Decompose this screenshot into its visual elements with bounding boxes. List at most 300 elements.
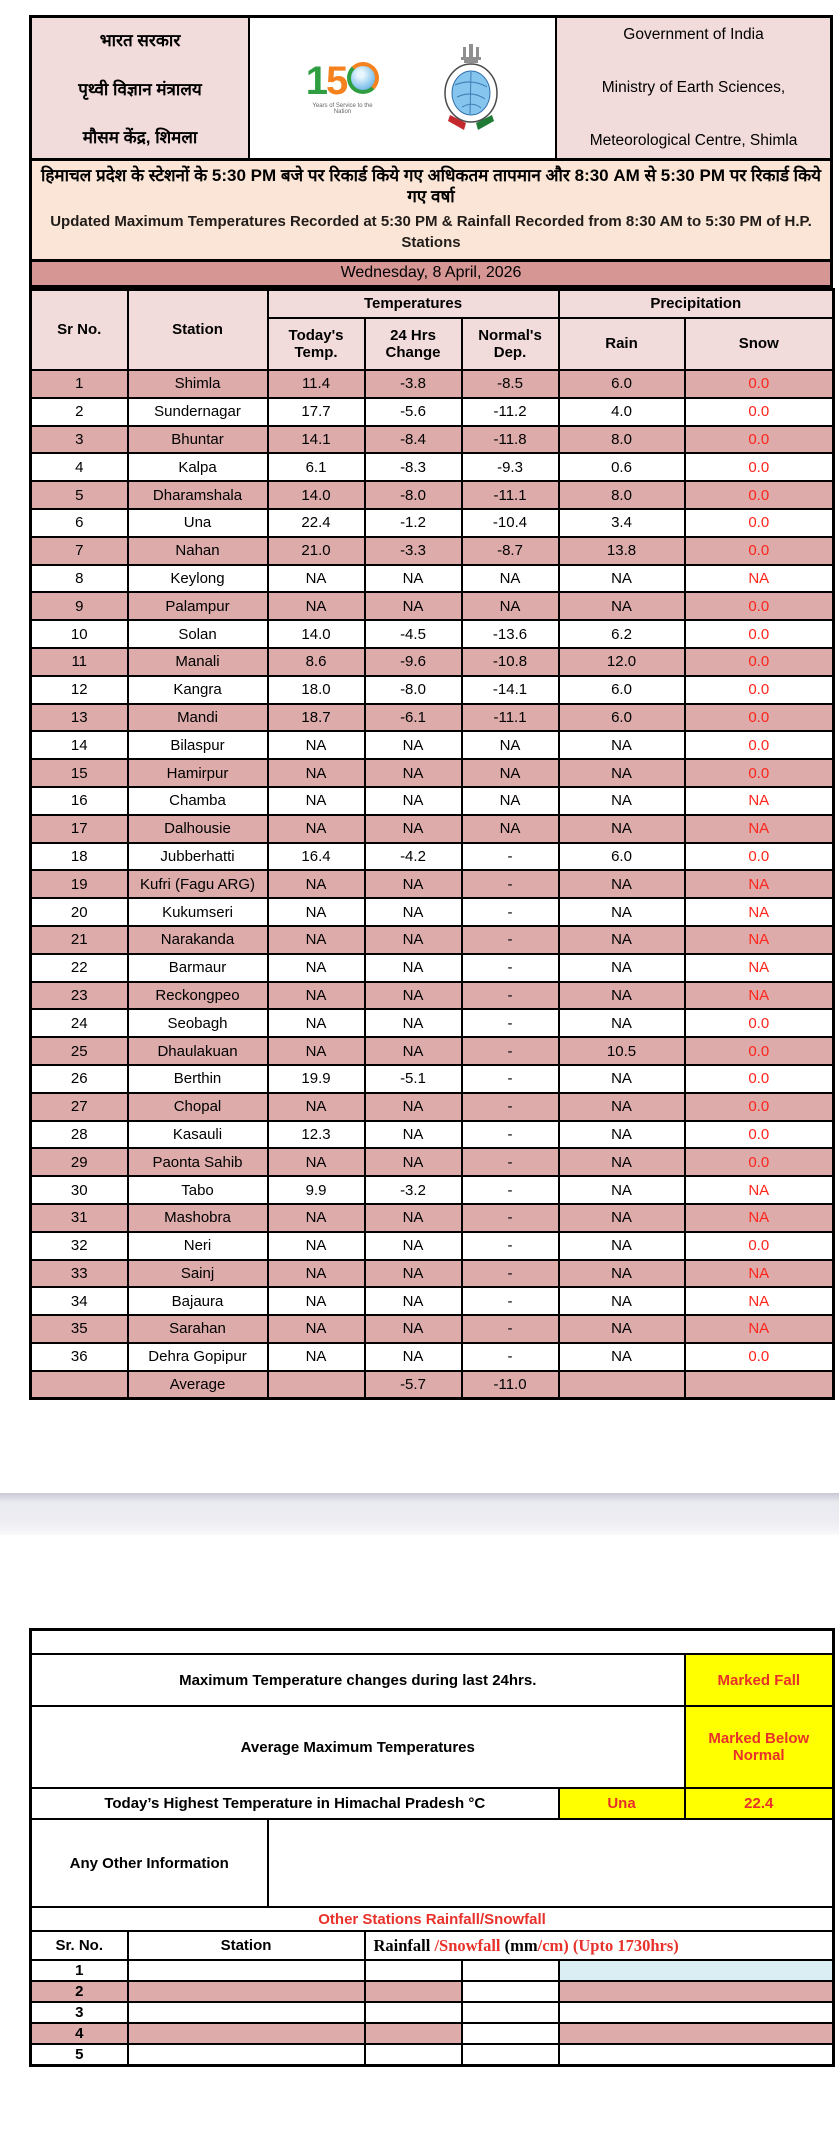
imd-emblem-icon [440, 43, 502, 133]
cell-normals-dep: - [462, 898, 559, 926]
cell-sr-no: 15 [31, 759, 128, 787]
cell-sr-no: 24 [31, 1009, 128, 1037]
summary-table [29, 1628, 835, 2067]
other-col-sr-no: Sr. No. [31, 1931, 128, 1960]
cell-normals-dep: NA [462, 731, 559, 759]
cell-rainfall-3 [559, 1981, 834, 2002]
cell-sr-no: 28 [31, 1121, 128, 1149]
col-group-temperatures: Temperatures [268, 290, 559, 319]
cell-sr-no: 2 [31, 398, 128, 426]
cell-normals-dep: -11.0 [462, 1371, 559, 1399]
org-english-line-3: Meteorological Centre, Shimla [589, 132, 798, 149]
cell-snow: 0.0 [685, 1148, 834, 1176]
cell-24hrs-change: -3.8 [365, 370, 462, 398]
other-station-row [31, 1981, 834, 2002]
cell-sr-no: 1 [31, 1960, 128, 1981]
cell-rain: NA [559, 592, 685, 620]
cell-24hrs-change: NA [365, 592, 462, 620]
cell-snow: NA [685, 1176, 834, 1204]
cell-todays-temp: NA [268, 982, 365, 1010]
cell-normals-dep: NA [462, 592, 559, 620]
cell-rain: NA [559, 898, 685, 926]
cell-24hrs-change: -9.6 [365, 648, 462, 676]
cell-24hrs-change: NA [365, 1093, 462, 1121]
cell-station: Mandi [128, 704, 268, 732]
cell-station: Keylong [128, 565, 268, 593]
stations-table-body [31, 370, 834, 1399]
any-other-info-value [268, 1819, 834, 1907]
cell-station [128, 2002, 365, 2023]
org-hindi-line-3: मौसम केंद्र, शिमला [82, 128, 198, 147]
cell-snow: NA [685, 1315, 834, 1343]
report-title-english: Updated Maximum Temperatures Recorded at 5:30 PM & Rainfall Recorded from 8:30 AM to 5:30 PM of H.P. Stations [50, 212, 812, 252]
cell-rain: NA [559, 1260, 685, 1288]
cell-rain: NA [559, 870, 685, 898]
cell-station: Jubberhatti [128, 843, 268, 871]
station-row [31, 1093, 834, 1121]
summary-table-body [31, 1630, 834, 1961]
cell-station: Chopal [128, 1093, 268, 1121]
org-hindi-line-1: भारत सरकार [99, 31, 181, 50]
station-row [31, 1343, 834, 1371]
cell-normals-dep: - [462, 1065, 559, 1093]
cell-sr-no: 35 [31, 1315, 128, 1343]
station-row [31, 843, 834, 871]
cell-station: Bilaspur [128, 731, 268, 759]
cell-snow: NA [685, 565, 834, 593]
cell-station: Paonta Sahib [128, 1148, 268, 1176]
cell-sr-no: 4 [31, 2023, 128, 2044]
cell-todays-temp: 9.9 [268, 1176, 365, 1204]
cell-todays-temp: 22.4 [268, 509, 365, 537]
cell-sr-no: 16 [31, 787, 128, 815]
report-title-hindi: हिमाचल प्रदेश के स्टेशनों के 5:30 PM बजे पर रिकार्ड किये गए अधिकतम तापमान और 8:30 AM से 5:30 PM पर रिकार्ड किये गए वर्षा [40, 166, 821, 207]
cell-todays-temp: 12.3 [268, 1121, 365, 1149]
cell-24hrs-change: NA [365, 870, 462, 898]
cell-normals-dep: - [462, 1037, 559, 1065]
cell-todays-temp: NA [268, 1343, 365, 1371]
cell-sr-no: 33 [31, 1260, 128, 1288]
stations-table-header [31, 290, 834, 371]
cell-sr-no: 3 [31, 426, 128, 454]
cell-24hrs-change: NA [365, 731, 462, 759]
cell-24hrs-change: NA [365, 1204, 462, 1232]
cell-sr-no: 17 [31, 815, 128, 843]
summary-block [29, 1628, 833, 2067]
cell-station: Neri [128, 1232, 268, 1260]
cell-normals-dep: - [462, 982, 559, 1010]
cell-todays-temp: NA [268, 1232, 365, 1260]
other-col-rainfall-snowfall [365, 1931, 834, 1960]
cell-station: Kalpa [128, 453, 268, 481]
station-row [31, 1287, 834, 1315]
cell-station: Shimla [128, 370, 268, 398]
cell-24hrs-change: -3.3 [365, 537, 462, 565]
report-main-block [29, 15, 833, 1400]
other-station-row [31, 2002, 834, 2023]
cell-normals-dep: - [462, 1287, 559, 1315]
average-row [31, 1371, 834, 1399]
cell-24hrs-change: NA [365, 954, 462, 982]
cell-station: Sainj [128, 1260, 268, 1288]
cell-rain: 6.0 [559, 704, 685, 732]
cell-normals-dep: - [462, 1148, 559, 1176]
cell-todays-temp: NA [268, 759, 365, 787]
cell-rain: NA [559, 1009, 685, 1037]
org-english-line-2: Ministry of Earth Sciences, [601, 79, 786, 96]
cell-sr-no: 9 [31, 592, 128, 620]
cell-24hrs-change: -5.1 [365, 1065, 462, 1093]
cell-sr-no: 6 [31, 509, 128, 537]
cell-normals-dep: -11.8 [462, 426, 559, 454]
station-row [31, 1204, 834, 1232]
any-other-info-label: Any Other Information [31, 1819, 268, 1907]
station-row [31, 592, 834, 620]
station-row [31, 1037, 834, 1065]
cell-normals-dep: - [462, 843, 559, 871]
station-row [31, 1009, 834, 1037]
cell-station: Mashobra [128, 1204, 268, 1232]
cell-station: Kukumseri [128, 898, 268, 926]
other-stations-title: Other Stations Rainfall/Snowfall [31, 1907, 834, 1931]
cell-sr-no: 26 [31, 1065, 128, 1093]
avg-max-temp-value: Marked Below Normal [685, 1706, 834, 1788]
col-group-precipitation: Precipitation [559, 290, 834, 319]
cell-rain [559, 1371, 685, 1399]
cell-sr-no: 31 [31, 1204, 128, 1232]
logo-150-subtitle: Years of Service to the Nation [312, 103, 373, 115]
cell-normals-dep: - [462, 1315, 559, 1343]
max-temp-change-label: Maximum Temperature changes during last 24hrs. [31, 1654, 685, 1706]
cell-rain: NA [559, 982, 685, 1010]
cell-rainfall-2 [462, 1981, 559, 2002]
cell-todays-temp: NA [268, 731, 365, 759]
cell-normals-dep: -8.5 [462, 370, 559, 398]
cell-rain: 0.6 [559, 453, 685, 481]
cell-todays-temp: 19.9 [268, 1065, 365, 1093]
cell-snow: 0.0 [685, 509, 834, 537]
station-row [31, 898, 834, 926]
cell-rainfall-2 [462, 2023, 559, 2044]
cell-snow: 0.0 [685, 1093, 834, 1121]
cell-todays-temp: NA [268, 815, 365, 843]
station-row [31, 1065, 834, 1093]
cell-sr-no: 2 [31, 1981, 128, 2002]
station-row [31, 870, 834, 898]
station-row [31, 815, 834, 843]
cell-snow: NA [685, 815, 834, 843]
cell-sr-no: 21 [31, 926, 128, 954]
cell-24hrs-change: -6.1 [365, 704, 462, 732]
station-row [31, 759, 834, 787]
cell-snow: 0.0 [685, 1065, 834, 1093]
cell-snow: 0.0 [685, 843, 834, 871]
station-row [31, 1260, 834, 1288]
cell-snow: 0.0 [685, 759, 834, 787]
cell-station: Bhuntar [128, 426, 268, 454]
col-header-station: Station [128, 290, 268, 371]
org-english-line-1: Government of India [623, 26, 764, 43]
cell-sr-no: 5 [31, 2044, 128, 2066]
cell-snow [685, 1371, 834, 1399]
cell-rainfall-2 [462, 2044, 559, 2066]
rainfall-header-part: (mm [500, 1935, 538, 1955]
cell-station: Hamirpur [128, 759, 268, 787]
other-station-row [31, 1960, 834, 1981]
cell-station: Manali [128, 648, 268, 676]
cell-snow: NA [685, 898, 834, 926]
cell-todays-temp: 14.0 [268, 620, 365, 648]
cell-station: Berthin [128, 1065, 268, 1093]
highest-temp-value: 22.4 [685, 1788, 834, 1819]
cell-snow: 0.0 [685, 592, 834, 620]
cell-station: Nahan [128, 537, 268, 565]
col-header-snow: Snow [685, 318, 834, 370]
cell-normals-dep: - [462, 1093, 559, 1121]
cell-normals-dep: -9.3 [462, 453, 559, 481]
cell-todays-temp: NA [268, 1093, 365, 1121]
cell-rainfall-1 [365, 1960, 462, 1981]
station-row [31, 1148, 834, 1176]
rainfall-header-part: /Snowfall [434, 1935, 501, 1955]
cell-normals-dep: NA [462, 565, 559, 593]
cell-station: Sarahan [128, 1315, 268, 1343]
cell-normals-dep: - [462, 1343, 559, 1371]
cell-sr-no: 13 [31, 704, 128, 732]
cell-24hrs-change: NA [365, 898, 462, 926]
station-row [31, 426, 834, 454]
cell-24hrs-change: NA [365, 565, 462, 593]
cell-normals-dep: -11.2 [462, 398, 559, 426]
cell-rain: 6.0 [559, 370, 685, 398]
cell-normals-dep: - [462, 954, 559, 982]
cell-station: Solan [128, 620, 268, 648]
empty-row-cell [31, 1630, 834, 1655]
cell-sr-no: 3 [31, 2002, 128, 2023]
cell-snow: 0.0 [685, 676, 834, 704]
cell-24hrs-change: -5.6 [365, 398, 462, 426]
cell-24hrs-change: NA [365, 926, 462, 954]
cell-todays-temp: NA [268, 1260, 365, 1288]
cell-24hrs-change: NA [365, 1315, 462, 1343]
report-date-bar: Wednesday, 8 April, 2026 [29, 262, 833, 288]
cell-sr-no: 7 [31, 537, 128, 565]
station-row [31, 370, 834, 398]
cell-rain: NA [559, 926, 685, 954]
cell-station: Una [128, 509, 268, 537]
cell-station: Sundernagar [128, 398, 268, 426]
highest-temp-label: Today’s Highest Temperature in Himachal Pradesh °C [31, 1788, 559, 1819]
cell-snow: 0.0 [685, 453, 834, 481]
cell-station: Narakanda [128, 926, 268, 954]
cell-normals-dep: - [462, 1232, 559, 1260]
cell-snow: 0.0 [685, 1343, 834, 1371]
cell-normals-dep: -13.6 [462, 620, 559, 648]
cell-station: Kasauli [128, 1121, 268, 1149]
cell-24hrs-change: NA [365, 1343, 462, 1371]
cell-station: Dehra Gopipur [128, 1343, 268, 1371]
cell-todays-temp: 18.7 [268, 704, 365, 732]
cell-sr-no: 32 [31, 1232, 128, 1260]
globe-icon [347, 62, 379, 94]
station-row [31, 537, 834, 565]
cell-rain: NA [559, 1093, 685, 1121]
cell-normals-dep: - [462, 926, 559, 954]
station-row [31, 648, 834, 676]
cell-todays-temp: NA [268, 870, 365, 898]
cell-sr-no: 27 [31, 1093, 128, 1121]
station-row [31, 731, 834, 759]
station-row [31, 1176, 834, 1204]
cell-24hrs-change: -4.2 [365, 843, 462, 871]
cell-sr-no: 8 [31, 565, 128, 593]
cell-normals-dep: -14.1 [462, 676, 559, 704]
cell-station: Dharamshala [128, 481, 268, 509]
cell-rainfall-3 [559, 2002, 834, 2023]
cell-station: Kangra [128, 676, 268, 704]
cell-todays-temp: NA [268, 787, 365, 815]
cell-rain: 3.4 [559, 509, 685, 537]
station-row [31, 481, 834, 509]
cell-snow: 0.0 [685, 481, 834, 509]
cell-rain: NA [559, 1315, 685, 1343]
cell-24hrs-change: -8.0 [365, 481, 462, 509]
cell-todays-temp: NA [268, 1204, 365, 1232]
cell-24hrs-change: NA [365, 1121, 462, 1149]
cell-normals-dep: - [462, 1176, 559, 1204]
cell-rain: NA [559, 731, 685, 759]
station-row [31, 954, 834, 982]
org-header-english [557, 18, 830, 158]
other-station-row [31, 2023, 834, 2044]
cell-todays-temp: 21.0 [268, 537, 365, 565]
cell-24hrs-change: -3.2 [365, 1176, 462, 1204]
cell-todays-temp: 18.0 [268, 676, 365, 704]
cell-station: Bajaura [128, 1287, 268, 1315]
cell-24hrs-change: NA [365, 1037, 462, 1065]
cell-sr-no: 10 [31, 620, 128, 648]
cell-rainfall-1 [365, 2044, 462, 2066]
cell-sr-no: 29 [31, 1148, 128, 1176]
cell-normals-dep: NA [462, 759, 559, 787]
cell-normals-dep: - [462, 1121, 559, 1149]
cell-rain: 12.0 [559, 648, 685, 676]
cell-24hrs-change: -5.7 [365, 1371, 462, 1399]
cell-station: Barmaur [128, 954, 268, 982]
rainfall-header-part: Rainfall [373, 1935, 435, 1955]
cell-snow: NA [685, 1287, 834, 1315]
cell-sr-no: 20 [31, 898, 128, 926]
other-station-row [31, 2044, 834, 2066]
station-row [31, 565, 834, 593]
cell-rainfall-3 [559, 1960, 834, 1981]
cell-rain: 6.0 [559, 676, 685, 704]
station-row [31, 509, 834, 537]
cell-rain: NA [559, 759, 685, 787]
cell-snow: 0.0 [685, 1232, 834, 1260]
cell-24hrs-change: NA [365, 1287, 462, 1315]
logo-150-digits: 15 [304, 61, 382, 101]
station-row [31, 676, 834, 704]
cell-snow: NA [685, 1204, 834, 1232]
station-row [31, 704, 834, 732]
cell-rain: NA [559, 1121, 685, 1149]
cell-normals-dep: NA [462, 787, 559, 815]
rainfall-header-part: (Upto 1730hrs) [568, 1935, 679, 1955]
cell-normals-dep: -11.1 [462, 704, 559, 732]
cell-todays-temp: 14.1 [268, 426, 365, 454]
cell-24hrs-change: -4.5 [365, 620, 462, 648]
cell-rainfall-1 [365, 2023, 462, 2044]
station-row [31, 926, 834, 954]
avg-max-temp-label: Average Maximum Temperatures [31, 1706, 685, 1788]
cell-snow: 0.0 [685, 620, 834, 648]
cell-rainfall-1 [365, 2002, 462, 2023]
cell-todays-temp: 11.4 [268, 370, 365, 398]
cell-snow: 0.0 [685, 1037, 834, 1065]
cell-snow: 0.0 [685, 731, 834, 759]
cell-todays-temp: NA [268, 1148, 365, 1176]
col-header-24hrs-change: 24 Hrs Change [365, 318, 462, 370]
cell-snow: NA [685, 982, 834, 1010]
cell-rain: NA [559, 1176, 685, 1204]
cell-todays-temp: 16.4 [268, 843, 365, 871]
cell-station: Seobagh [128, 1009, 268, 1037]
cell-todays-temp: NA [268, 1287, 365, 1315]
cell-station: Dhaulakuan [128, 1037, 268, 1065]
cell-rain: NA [559, 815, 685, 843]
cell-station: Dalhousie [128, 815, 268, 843]
cell-rainfall-3 [559, 2044, 834, 2066]
station-row [31, 1121, 834, 1149]
cell-station: Average [128, 1371, 268, 1399]
cell-sr-no: 14 [31, 731, 128, 759]
cell-todays-temp: NA [268, 1315, 365, 1343]
cell-snow: 0.0 [685, 704, 834, 732]
org-header-hindi [32, 18, 250, 158]
cell-sr-no: 5 [31, 481, 128, 509]
cell-rain: 8.0 [559, 426, 685, 454]
station-row [31, 787, 834, 815]
cell-rain: 10.5 [559, 1037, 685, 1065]
station-row [31, 453, 834, 481]
rainfall-header-part: /cm) [537, 1935, 569, 1955]
station-row [31, 1315, 834, 1343]
cell-rain: NA [559, 954, 685, 982]
cell-24hrs-change: -8.3 [365, 453, 462, 481]
cell-24hrs-change: -1.2 [365, 509, 462, 537]
cell-snow: 0.0 [685, 648, 834, 676]
stations-table [29, 288, 835, 1400]
cell-snow: NA [685, 870, 834, 898]
cell-sr-no: 23 [31, 982, 128, 1010]
cell-24hrs-change: NA [365, 815, 462, 843]
org-hindi-line-2: पृथ्वी विज्ञान मंत्रालय [78, 79, 202, 99]
station-row [31, 1232, 834, 1260]
cell-sr-no: 12 [31, 676, 128, 704]
cell-sr-no [31, 1371, 128, 1399]
cell-rain: NA [559, 565, 685, 593]
cell-station: Chamba [128, 787, 268, 815]
cell-todays-temp: NA [268, 926, 365, 954]
cell-rain: NA [559, 1343, 685, 1371]
cell-todays-temp: 6.1 [268, 453, 365, 481]
other-col-station: Station [128, 1931, 365, 1960]
report-title-block [29, 161, 833, 262]
cell-snow: NA [685, 787, 834, 815]
cell-normals-dep: - [462, 1204, 559, 1232]
cell-todays-temp: NA [268, 954, 365, 982]
